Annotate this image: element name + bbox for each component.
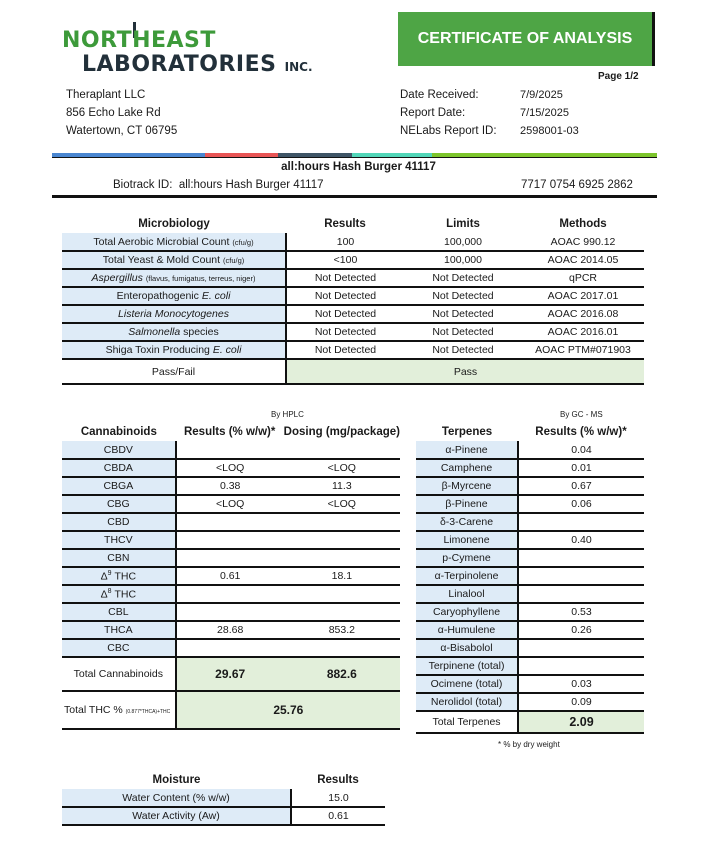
terpene-name: α-Pinene: [416, 441, 518, 459]
isomer-number: 8: [107, 587, 112, 595]
biotrack-number: 7717 0754 6925 2862: [521, 179, 633, 191]
test-result: <100: [286, 251, 404, 269]
cannabinoid-result: 28.68: [176, 621, 284, 639]
isomer-number: 9: [107, 569, 112, 577]
client-street: 856 Echo Lake Rd: [66, 107, 161, 119]
total-thc-value: 25.76: [176, 691, 400, 729]
pass-fail-row: [62, 359, 644, 384]
test-limit: Not Detected: [404, 341, 522, 359]
cannabinoid-dosing: [284, 585, 400, 603]
test-name-italic: E. coli: [201, 290, 231, 302]
total-thc-label-text: Total THC %: [64, 704, 123, 716]
delta-symbol: Δ: [100, 588, 108, 601]
terpene-name: Terpinene (total): [416, 657, 518, 675]
bar-segment-teal: [352, 153, 432, 157]
table-row: [62, 269, 644, 287]
page-number: Page 1/2: [598, 71, 639, 82]
test-name-text: Aspergillus: [91, 272, 143, 284]
divider-line: [52, 195, 657, 198]
test-name-text: species: [180, 326, 219, 338]
test-name-text: Total Yeast & Mold Count: [102, 254, 221, 266]
report-id-value: 2598001-03: [520, 125, 579, 137]
table-row: [416, 567, 644, 585]
terpene-name: β-Myrcene: [416, 477, 518, 495]
terpene-name: α-Terpinolene: [416, 567, 518, 585]
bar-segment-red: [205, 153, 278, 157]
moisture-test-name: Water Content (% w/w): [62, 789, 291, 807]
cannabinoid-result: [176, 441, 284, 459]
cannabinoid-result: 0.38: [176, 477, 284, 495]
test-method: AOAC 2017.01: [522, 287, 644, 305]
pass-fail-value: Pass: [286, 359, 644, 384]
table-row: [416, 693, 644, 711]
logo-line2-text: LABORATORIES: [82, 52, 277, 77]
test-method: AOAC 2016.08: [522, 305, 644, 323]
biotrack-id: [113, 179, 324, 191]
company-logo: [62, 22, 342, 78]
cannabinoid-dosing: [284, 603, 400, 621]
product-name: all:hours Hash Burger 41117: [281, 161, 436, 173]
terpene-name: Nerolidol (total): [416, 693, 518, 711]
test-result: Not Detected: [286, 323, 404, 341]
terpene-name: δ-3-Carene: [416, 513, 518, 531]
test-limit: Not Detected: [404, 287, 522, 305]
test-method: AOAC 990.12: [522, 233, 644, 251]
test-method: AOAC 2016.01: [522, 323, 644, 341]
cannabinoid-name: CBC: [62, 639, 176, 657]
table-row: [62, 603, 400, 621]
logo-suffix: INC.: [284, 60, 313, 74]
col-header-terpenes: Terpenes: [441, 426, 493, 438]
cannabinoid-result: [176, 639, 284, 657]
terpene-result: 0.09: [518, 693, 644, 711]
terpene-result: 0.06: [518, 495, 644, 513]
col-header-results: Results (% w/w)*: [535, 426, 627, 438]
cannabinoid-name: CBGA: [62, 477, 176, 495]
table-row: [62, 305, 644, 323]
test-result: Not Detected: [286, 341, 404, 359]
table-row: [62, 513, 400, 531]
report-id-label: NELabs Report ID:: [400, 125, 497, 137]
table-row: [416, 585, 644, 603]
pass-fail-label: Pass/Fail: [62, 359, 286, 384]
total-terpenes-value: 2.09: [518, 711, 644, 733]
table-row: [416, 639, 644, 657]
table-row: [416, 621, 644, 639]
cannabinoid-name-text: THC: [111, 588, 137, 601]
cannabinoid-name: CBG: [62, 495, 176, 513]
terpenes-table: [416, 423, 644, 734]
cannabinoid-name-text: THC: [111, 570, 137, 583]
total-terpenes-label: Total Terpenes: [416, 711, 518, 733]
test-name-text: Shiga Toxin Producing: [105, 344, 213, 356]
cannabinoid-result: [176, 513, 284, 531]
terpene-name: Caryophyllene: [416, 603, 518, 621]
terpene-result: 0.04: [518, 441, 644, 459]
cannabinoid-name: CBL: [62, 603, 176, 621]
table-row: [62, 233, 644, 251]
total-cannabinoids-row: [62, 657, 400, 691]
total-terpenes-row: [416, 711, 644, 733]
cannabinoid-dosing: 11.3: [284, 477, 400, 495]
terpene-result: [518, 567, 644, 585]
cannabinoid-name: [62, 585, 176, 603]
test-name: [62, 323, 286, 341]
document-title-banner: [398, 12, 655, 66]
table-row: [416, 603, 644, 621]
table-row: [62, 789, 385, 807]
terpene-result: 0.01: [518, 459, 644, 477]
col-header-methods: Methods: [559, 218, 607, 230]
cannabinoid-result: [176, 531, 284, 549]
table-row: [62, 477, 400, 495]
terpene-result: [518, 585, 644, 603]
moisture-test-name: Water Activity (Aw): [62, 807, 291, 825]
test-name: [62, 269, 286, 287]
table-row: [62, 459, 400, 477]
moisture-result: 15.0: [291, 789, 385, 807]
moisture-table: [62, 771, 385, 826]
test-limit: 100,000: [404, 251, 522, 269]
terpene-name: α-Humulene: [416, 621, 518, 639]
test-limit: Not Detected: [404, 305, 522, 323]
col-header-moisture: Moisture: [152, 774, 201, 786]
test-result: 100: [286, 233, 404, 251]
table-row: [62, 495, 400, 513]
dry-weight-footnote: * % by dry weight: [498, 740, 560, 749]
table-row: [62, 807, 385, 825]
col-header-microbiology: Microbiology: [138, 218, 210, 230]
col-header-results: Results (% w/w)*: [183, 426, 276, 438]
cannabinoids-table: [62, 423, 400, 730]
cannabinoids-method-note: By HPLC: [271, 410, 304, 419]
table-row: [416, 477, 644, 495]
col-header-dosing: Dosing (mg/package): [283, 426, 400, 438]
cannabinoid-name: CBD: [62, 513, 176, 531]
delta-symbol: Δ: [100, 570, 108, 583]
terpene-result: 0.53: [518, 603, 644, 621]
client-city: Watertown, CT 06795: [66, 125, 178, 137]
table-row: [62, 251, 644, 269]
table-row: [62, 621, 400, 639]
test-name: Listeria Monocytogenes: [62, 305, 286, 323]
test-name: [62, 233, 286, 251]
test-limit: Not Detected: [404, 269, 522, 287]
terpene-name: Linalool: [416, 585, 518, 603]
table-row: [416, 549, 644, 567]
table-row: [62, 287, 644, 305]
test-limit: Not Detected: [404, 323, 522, 341]
table-row: [416, 459, 644, 477]
bar-segment-blue: [52, 153, 205, 157]
total-thc-formula: (0.877*THCA)+THC: [125, 709, 171, 715]
col-header-results: Results: [324, 218, 366, 230]
table-row: [62, 441, 400, 459]
table-row: [416, 531, 644, 549]
terpene-result: [518, 513, 644, 531]
col-header-limits: Limits: [446, 218, 480, 230]
test-name-italic: Salmonella: [128, 326, 181, 338]
terpene-name: p-Cymene: [416, 549, 518, 567]
logo-line2: [82, 52, 313, 77]
document-title: CERTIFICATE OF ANALYSIS: [417, 30, 633, 47]
client-name: Theraplant LLC: [66, 89, 146, 101]
cannabinoid-dosing: 18.1: [284, 567, 400, 585]
cannabinoid-dosing: [284, 513, 400, 531]
cannabinoid-name: THCV: [62, 531, 176, 549]
terpene-result: 0.26: [518, 621, 644, 639]
table-row: [62, 323, 644, 341]
cannabinoid-dosing: 853.2: [284, 621, 400, 639]
terpene-result: [518, 549, 644, 567]
terpene-result: [518, 639, 644, 657]
total-thc-label: [62, 691, 176, 729]
test-unit: (cfu/g): [232, 237, 254, 247]
test-name-italic: E. coli: [212, 344, 242, 356]
cannabinoid-dosing: <LOQ: [284, 495, 400, 513]
table-row: [62, 567, 400, 585]
cannabinoid-result: 0.61: [176, 567, 284, 585]
test-method: qPCR: [522, 269, 644, 287]
report-date-label: Report Date:: [400, 107, 466, 119]
bar-segment-green: [432, 153, 657, 157]
cannabinoid-dosing: [284, 531, 400, 549]
total-cannabinoids-label: Total Cannabinoids: [62, 657, 176, 691]
terpene-name: Limonene: [416, 531, 518, 549]
cannabinoid-name: CBDV: [62, 441, 176, 459]
table-row: [62, 639, 400, 657]
biotrack-value: all:hours Hash Burger 41117: [178, 179, 324, 191]
cannabinoid-name: THCA: [62, 621, 176, 639]
test-limit: 100,000: [404, 233, 522, 251]
total-thc-row: [62, 691, 400, 729]
table-row: [62, 341, 644, 359]
test-result: Not Detected: [286, 287, 404, 305]
logo-line1: NORTHEAST: [62, 28, 216, 53]
table-row: [416, 657, 644, 675]
table-row: [62, 585, 400, 603]
cannabinoid-result: [176, 603, 284, 621]
table-row: [62, 549, 400, 567]
total-cannabinoids-dosing: 882.6: [284, 657, 400, 691]
test-unit: (flavus, fumigatus, terreus, niger): [145, 274, 256, 283]
test-name: [62, 251, 286, 269]
terpene-name: Camphene: [416, 459, 518, 477]
test-unit: (cfu/g): [222, 256, 245, 265]
cannabinoid-result: [176, 549, 284, 567]
bar-segment-slate: [278, 153, 352, 157]
terpene-result: 0.67: [518, 477, 644, 495]
table-row: [416, 495, 644, 513]
terpene-name: α-Bisabolol: [416, 639, 518, 657]
biotrack-label: Biotrack ID:: [113, 179, 173, 191]
total-cannabinoids-result: 29.67: [176, 657, 284, 691]
cannabinoid-dosing: [284, 549, 400, 567]
terpene-result: 0.03: [518, 675, 644, 693]
col-header-results: Results: [317, 774, 359, 786]
test-result: Not Detected: [286, 269, 404, 287]
cannabinoid-name: CBDA: [62, 459, 176, 477]
cannabinoid-name: [62, 567, 176, 585]
test-name-text: Enteropathogenic: [116, 290, 202, 302]
test-name-text: Total Aerobic Microbial Count: [93, 235, 230, 248]
terpene-result: [518, 657, 644, 675]
cannabinoid-dosing: <LOQ: [284, 459, 400, 477]
cannabinoid-dosing: [284, 441, 400, 459]
test-method: AOAC PTM#071903: [522, 341, 644, 359]
terpene-name: β-Pinene: [416, 495, 518, 513]
microbiology-table: [62, 215, 644, 385]
test-method: AOAC 2014.05: [522, 251, 644, 269]
date-received-label: Date Received:: [400, 89, 479, 101]
table-row: [62, 531, 400, 549]
table-row: [416, 513, 644, 531]
color-divider-bar: [52, 153, 657, 158]
test-result: Not Detected: [286, 305, 404, 323]
test-name: [62, 341, 286, 359]
report-date-value: 7/15/2025: [520, 107, 569, 119]
cannabinoid-dosing: [284, 639, 400, 657]
table-row: [416, 441, 644, 459]
test-name: [62, 287, 286, 305]
cannabinoid-result: [176, 585, 284, 603]
terpene-name: Ocimene (total): [416, 675, 518, 693]
table-row: [416, 675, 644, 693]
moisture-result: 0.61: [291, 807, 385, 825]
cannabinoid-result: <LOQ: [176, 459, 284, 477]
terpenes-method-note: By GC - MS: [560, 410, 603, 419]
terpene-result: 0.40: [518, 531, 644, 549]
cannabinoid-name: CBN: [62, 549, 176, 567]
date-received-value: 7/9/2025: [520, 89, 563, 101]
cannabinoid-result: <LOQ: [176, 495, 284, 513]
col-header-cannabinoids: Cannabinoids: [80, 426, 157, 438]
